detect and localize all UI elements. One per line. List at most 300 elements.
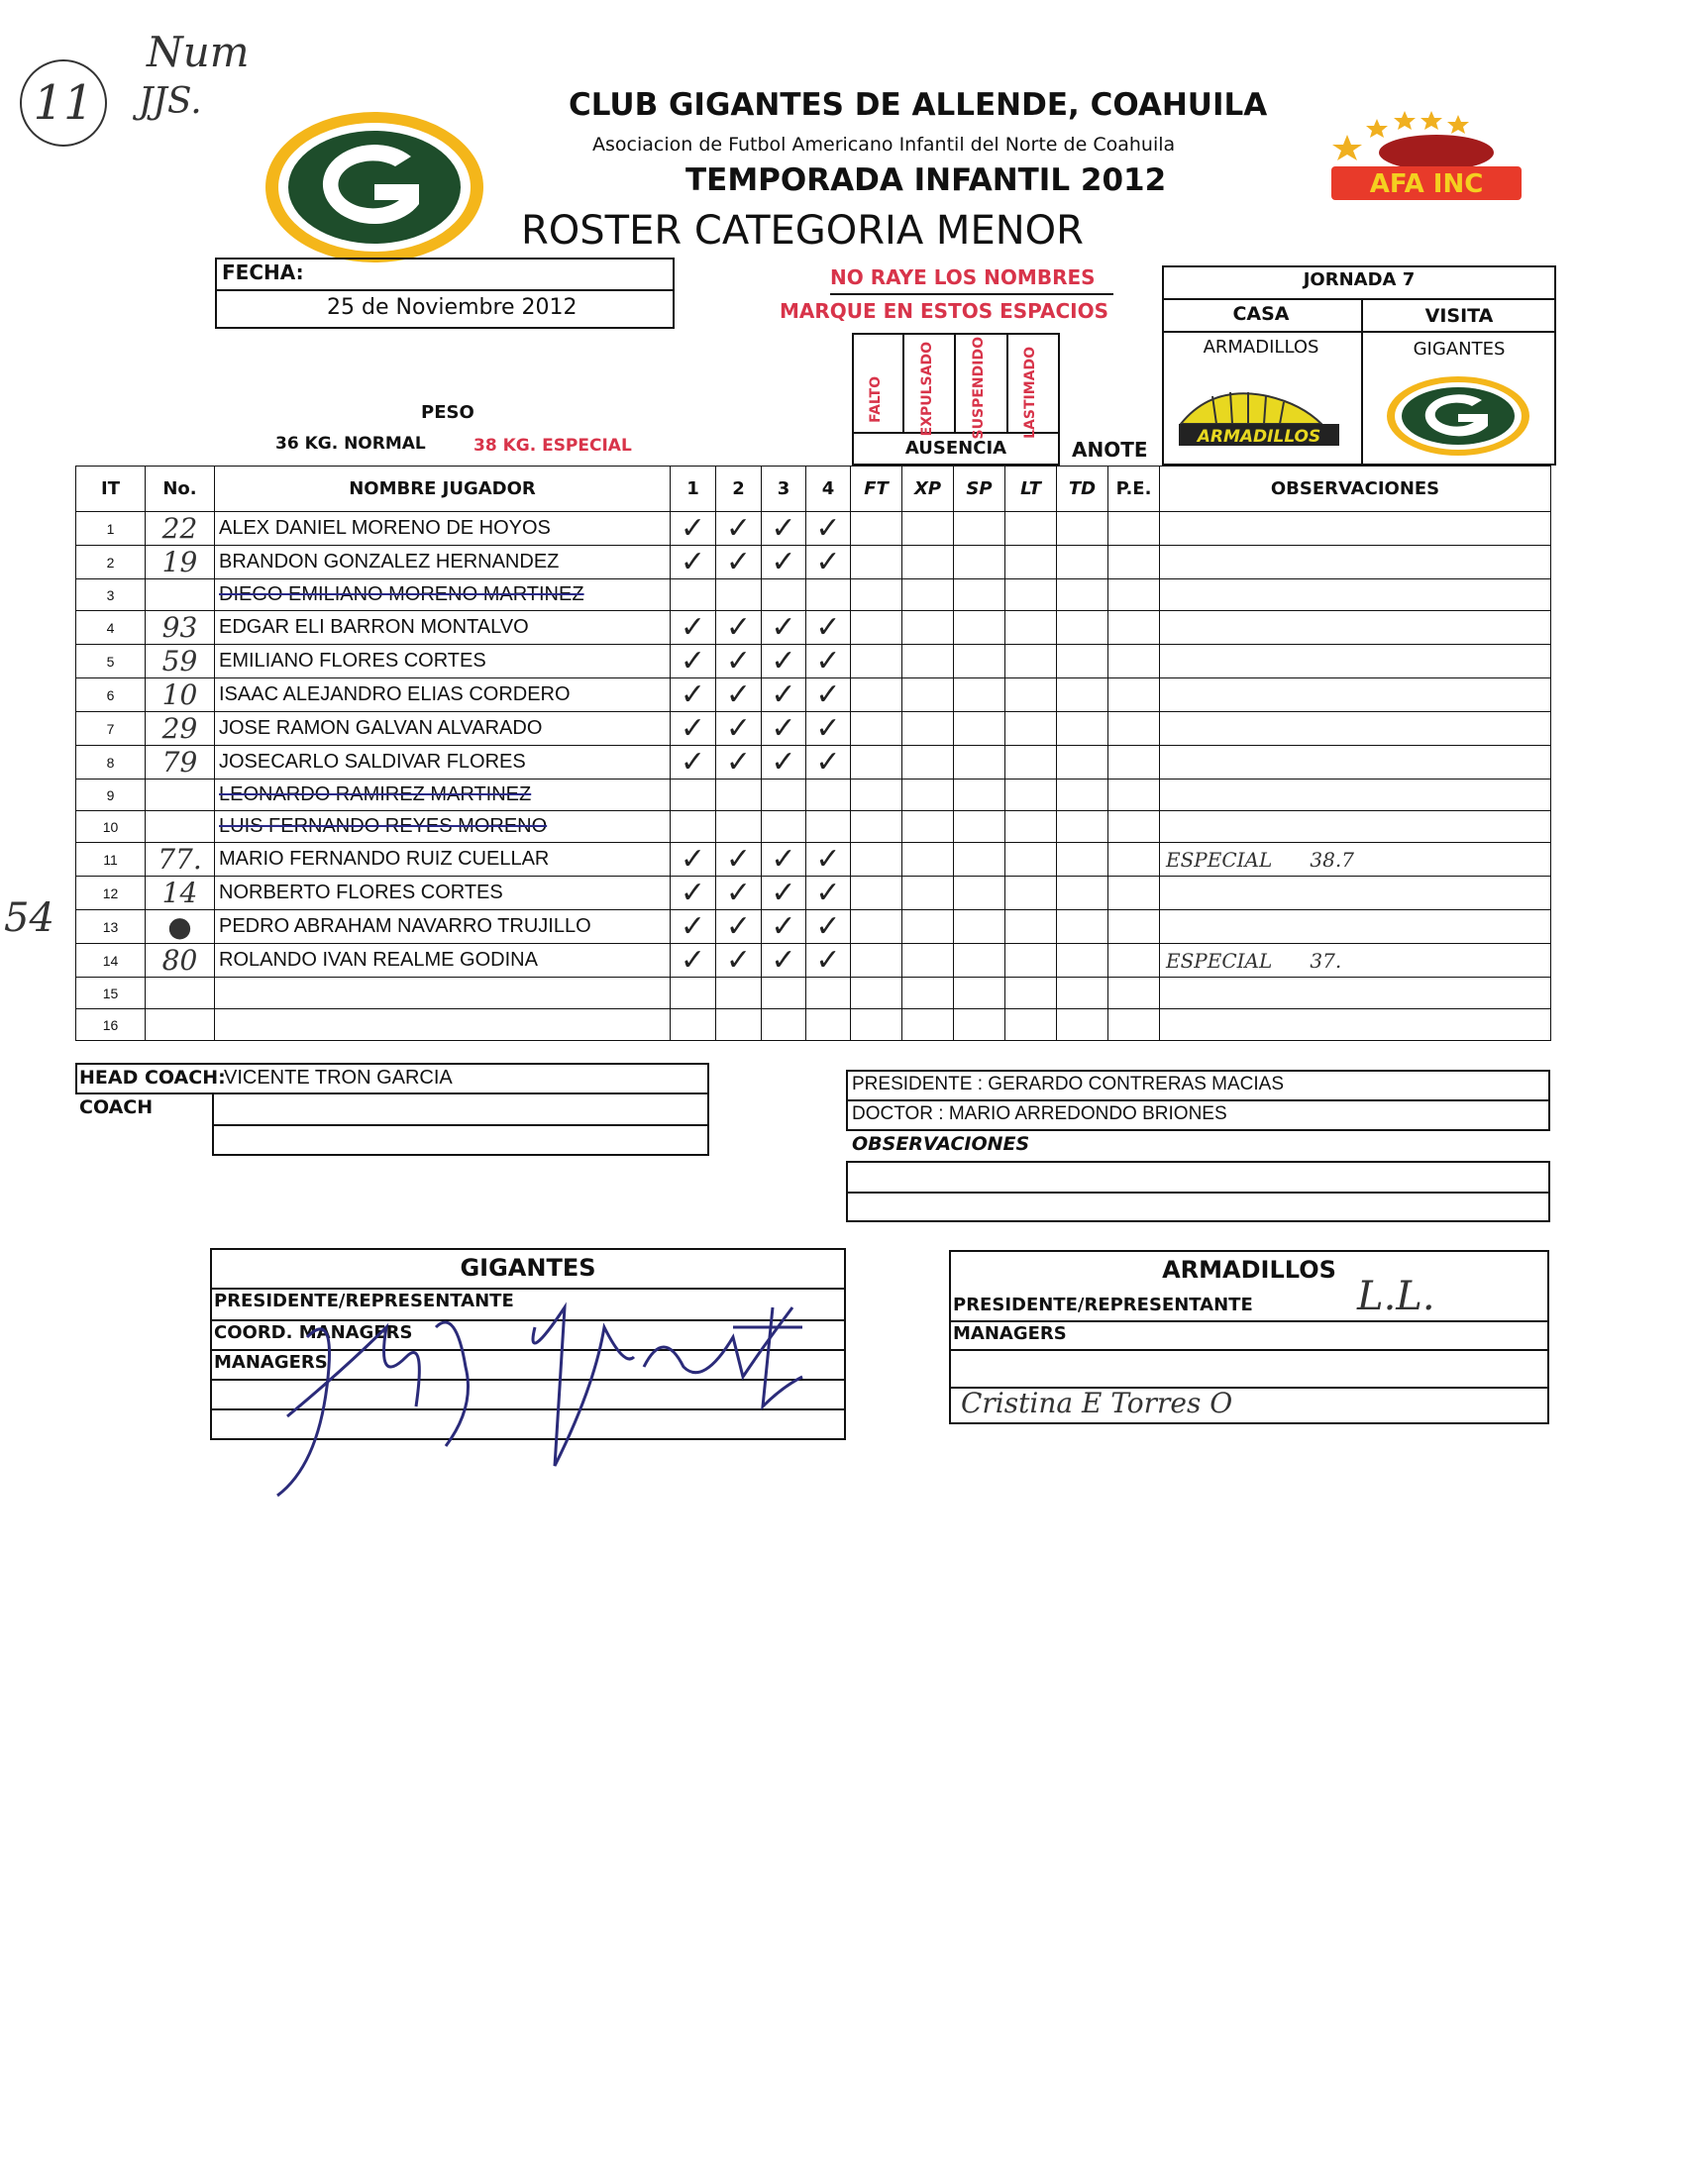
- row-obs[interactable]: [1160, 1009, 1551, 1041]
- row-sp[interactable]: [954, 712, 1005, 746]
- row-check-q3[interactable]: ✓: [762, 944, 806, 978]
- row-td[interactable]: [1057, 843, 1108, 877]
- roster-row: [76, 811, 1551, 843]
- anote-label: ANOTE: [1072, 438, 1148, 462]
- armadillos-pres-label: PRESIDENTE/REPRESENTANTE: [953, 1295, 1253, 1315]
- row-ft[interactable]: [851, 877, 902, 910]
- peso-normal: 36 KG. NORMAL: [275, 434, 426, 454]
- row-name: JOSECARLO SALDIVAR FLORES: [215, 746, 671, 780]
- peso-label: PESO: [421, 402, 474, 423]
- row-pe[interactable]: [1108, 944, 1160, 978]
- row-ft[interactable]: [851, 746, 902, 780]
- row-check-q2[interactable]: ✓: [716, 944, 762, 978]
- expulsado-label: EXPULSADO: [919, 342, 935, 437]
- row-name: PEDRO ABRAHAM NAVARRO TRUJILLO: [215, 910, 671, 944]
- row-number[interactable]: [146, 811, 215, 843]
- row-xp[interactable]: [902, 1009, 954, 1041]
- row-lt[interactable]: [1005, 678, 1057, 712]
- suspendido-label: SUSPENDIDO: [971, 337, 987, 440]
- row-lt[interactable]: [1005, 746, 1057, 780]
- row-check-q1[interactable]: ✓: [671, 712, 716, 746]
- row-obs[interactable]: [1160, 645, 1551, 678]
- row-name: ISAAC ALEJANDRO ELIAS CORDERO: [215, 678, 671, 712]
- row-name: LEONARDO RAMIREZ MARTINEZ: [215, 780, 671, 811]
- season-title: TEMPORADA INFANTIL 2012: [685, 162, 1167, 198]
- row-ft[interactable]: [851, 611, 902, 645]
- row-number[interactable]: [146, 780, 215, 811]
- row-check-q1[interactable]: ✓: [671, 877, 716, 910]
- armadillos-pres-signature: L.L.: [1357, 1274, 1435, 1319]
- row-xp[interactable]: [902, 978, 954, 1009]
- roster-row: [76, 611, 1551, 645]
- row-check-q4[interactable]: [806, 1009, 851, 1041]
- row-td[interactable]: [1057, 611, 1108, 645]
- ausencia-label: AUSENCIA: [904, 438, 1007, 459]
- row-it: 12: [76, 877, 146, 910]
- row-td[interactable]: [1057, 546, 1108, 579]
- visita-label: VISITA: [1424, 305, 1494, 327]
- notice-line2: MARQUE EN ESTOS ESPACIOS: [780, 299, 1108, 323]
- head-coach-label: HEAD COACH:: [79, 1067, 226, 1089]
- row-check-q1[interactable]: ✓: [671, 944, 716, 978]
- row-xp[interactable]: [902, 811, 954, 843]
- row-xp[interactable]: [902, 712, 954, 746]
- row-name: JOSE RAMON GALVAN ALVARADO: [215, 712, 671, 746]
- row-obs[interactable]: [1160, 546, 1551, 579]
- row-sp[interactable]: [954, 512, 1005, 546]
- roster-row: [76, 512, 1551, 546]
- row-number[interactable]: [146, 1009, 215, 1041]
- row-check-q2[interactable]: ✓: [716, 678, 762, 712]
- roster-row: [76, 546, 1551, 579]
- col-no: No.: [146, 467, 215, 512]
- row-name: DIEGO EMILIANO MORENO MARTINEZ: [215, 579, 671, 611]
- row-sp[interactable]: [954, 877, 1005, 910]
- col-sp: SP: [954, 467, 1005, 512]
- peso-especial: 38 KG. ESPECIAL: [473, 436, 632, 456]
- row-it: 3: [76, 579, 146, 611]
- row-number[interactable]: ●: [146, 910, 215, 944]
- row-pe[interactable]: [1108, 746, 1160, 780]
- row-it: 6: [76, 678, 146, 712]
- row-check-q1[interactable]: ✓: [671, 746, 716, 780]
- row-check-q2[interactable]: ✓: [716, 712, 762, 746]
- row-sp[interactable]: [954, 746, 1005, 780]
- row-xp[interactable]: [902, 944, 954, 978]
- row-check-q4[interactable]: ✓: [806, 645, 851, 678]
- row-lt[interactable]: [1005, 780, 1057, 811]
- row-ft[interactable]: [851, 1009, 902, 1041]
- row-lt[interactable]: [1005, 877, 1057, 910]
- row-check-q1[interactable]: ✓: [671, 645, 716, 678]
- row-ft[interactable]: [851, 978, 902, 1009]
- row-check-q4[interactable]: [806, 978, 851, 1009]
- row-td[interactable]: [1057, 1009, 1108, 1041]
- row-pe[interactable]: [1108, 1009, 1160, 1041]
- row-obs[interactable]: ESPECIAL 38.7: [1160, 843, 1551, 877]
- row-check-q1[interactable]: [671, 811, 716, 843]
- notice-line1: NO RAYE LOS NOMBRES: [830, 265, 1096, 289]
- row-sp[interactable]: [954, 579, 1005, 611]
- row-number[interactable]: [146, 579, 215, 611]
- row-sp[interactable]: [954, 910, 1005, 944]
- row-td[interactable]: [1057, 645, 1108, 678]
- gigantes-managers-label: MANAGERS: [214, 1352, 328, 1373]
- club-title: CLUB GIGANTES DE ALLENDE, COAHUILA: [569, 87, 1268, 123]
- row-it: 7: [76, 712, 146, 746]
- row-obs[interactable]: [1160, 512, 1551, 546]
- row-ft[interactable]: [851, 712, 902, 746]
- roster-row: [76, 944, 1551, 978]
- row-obs[interactable]: [1160, 978, 1551, 1009]
- row-it: 15: [76, 978, 146, 1009]
- row-lt[interactable]: [1005, 579, 1057, 611]
- row-check-q4[interactable]: ✓: [806, 746, 851, 780]
- row-check-q2[interactable]: [716, 811, 762, 843]
- row-xp[interactable]: [902, 579, 954, 611]
- row-td[interactable]: [1057, 811, 1108, 843]
- falto-label: FALTO: [868, 376, 884, 423]
- row-check-q4[interactable]: ✓: [806, 877, 851, 910]
- row-number[interactable]: 29: [146, 712, 215, 746]
- row-name: [215, 978, 671, 1009]
- row-check-q3[interactable]: [762, 811, 806, 843]
- row-pe[interactable]: [1108, 546, 1160, 579]
- margin-note: 54: [4, 895, 54, 941]
- row-check-q3[interactable]: ✓: [762, 611, 806, 645]
- row-check-q3[interactable]: ✓: [762, 910, 806, 944]
- row-obs[interactable]: [1160, 910, 1551, 944]
- roster-row: [76, 746, 1551, 780]
- circled-number-text: 11: [33, 75, 94, 131]
- row-xp[interactable]: [902, 746, 954, 780]
- row-ft[interactable]: [851, 645, 902, 678]
- roster-row: [76, 712, 1551, 746]
- roster-table: [75, 466, 1551, 1041]
- row-td[interactable]: [1057, 512, 1108, 546]
- row-lt[interactable]: [1005, 546, 1057, 579]
- row-it: 4: [76, 611, 146, 645]
- row-ft[interactable]: [851, 579, 902, 611]
- row-check-q1[interactable]: [671, 1009, 716, 1041]
- gigantes-coord-label: COORD. MANAGERS: [214, 1322, 413, 1343]
- roster-row: [76, 645, 1551, 678]
- row-lt[interactable]: [1005, 843, 1057, 877]
- row-number[interactable]: 19: [146, 546, 215, 579]
- row-number[interactable]: 59: [146, 645, 215, 678]
- col-it: IT: [76, 467, 146, 512]
- row-obs[interactable]: [1160, 611, 1551, 645]
- row-check-q4[interactable]: ✓: [806, 678, 851, 712]
- row-sp[interactable]: [954, 944, 1005, 978]
- row-check-q1[interactable]: ✓: [671, 611, 716, 645]
- roster-row: [76, 780, 1551, 811]
- row-name: EDGAR ELI BARRON MONTALVO: [215, 611, 671, 645]
- doctor-line: [852, 1103, 1227, 1125]
- roster-row: [76, 877, 1551, 910]
- row-number[interactable]: 80: [146, 944, 215, 978]
- row-check-q1[interactable]: [671, 978, 716, 1009]
- jornada-title: JORNADA 7: [1303, 269, 1416, 290]
- armadillos-managers-signature: Cristina E Torres O: [961, 1387, 1233, 1419]
- row-check-q3[interactable]: [762, 780, 806, 811]
- row-name: MARIO FERNANDO RUIZ CUELLAR: [215, 843, 671, 877]
- row-xp[interactable]: [902, 512, 954, 546]
- row-check-q1[interactable]: ✓: [671, 546, 716, 579]
- row-td[interactable]: [1057, 944, 1108, 978]
- row-name: NORBERTO FLORES CORTES: [215, 877, 671, 910]
- row-ft[interactable]: [851, 780, 902, 811]
- row-td[interactable]: [1057, 978, 1108, 1009]
- row-obs[interactable]: [1160, 780, 1551, 811]
- gigantes-small-logo: [1385, 374, 1531, 458]
- row-number[interactable]: 79: [146, 746, 215, 780]
- gigantes-logo: [263, 109, 486, 265]
- row-check-q3[interactable]: ✓: [762, 678, 806, 712]
- row-check-q3[interactable]: ✓: [762, 712, 806, 746]
- col-lt: LT: [1005, 467, 1057, 512]
- row-lt[interactable]: [1005, 512, 1057, 546]
- gigantes-signature: [267, 1268, 822, 1506]
- doctor-text: DOCTOR : MARIO ARREDONDO BRIONES: [852, 1103, 1227, 1124]
- col-q4: 4: [806, 467, 851, 512]
- row-check-q1[interactable]: ✓: [671, 512, 716, 546]
- row-check-q2[interactable]: ✓: [716, 546, 762, 579]
- col-q3: 3: [762, 467, 806, 512]
- row-it: 9: [76, 780, 146, 811]
- row-lt[interactable]: [1005, 712, 1057, 746]
- roster-title: ROSTER CATEGORIA MENOR: [521, 208, 1084, 254]
- row-xp[interactable]: [902, 843, 954, 877]
- row-check-q3[interactable]: ✓: [762, 645, 806, 678]
- row-name: ROLANDO IVAN REALME GODINA: [215, 944, 671, 978]
- col-xp: XP: [902, 467, 954, 512]
- fecha-value[interactable]: 25 de Noviembre 2012: [327, 295, 578, 320]
- row-number[interactable]: [146, 978, 215, 1009]
- row-check-q4[interactable]: [806, 579, 851, 611]
- row-xp[interactable]: [902, 678, 954, 712]
- row-it: 2: [76, 546, 146, 579]
- row-td[interactable]: [1057, 910, 1108, 944]
- row-sp[interactable]: [954, 843, 1005, 877]
- row-number[interactable]: 14: [146, 877, 215, 910]
- row-pe[interactable]: [1108, 678, 1160, 712]
- row-number[interactable]: 10: [146, 678, 215, 712]
- row-name: BRANDON GONZALEZ HERNANDEZ: [215, 546, 671, 579]
- gigantes-sign-title: GIGANTES: [460, 1254, 596, 1282]
- row-pe[interactable]: [1108, 579, 1160, 611]
- row-check-q4[interactable]: ✓: [806, 944, 851, 978]
- row-sp[interactable]: [954, 780, 1005, 811]
- row-lt[interactable]: [1005, 978, 1057, 1009]
- casa-team: ARMADILLOS: [1203, 337, 1319, 358]
- row-td[interactable]: [1057, 712, 1108, 746]
- row-td[interactable]: [1057, 678, 1108, 712]
- row-check-q2[interactable]: ✓: [716, 611, 762, 645]
- row-number[interactable]: 93: [146, 611, 215, 645]
- association-name: Asociacion de Futbol Americano Infantil del Norte de Coahuila: [592, 134, 1176, 156]
- row-name: ALEX DANIEL MORENO DE HOYOS: [215, 512, 671, 546]
- lastimado-label: LASTIMADO: [1022, 347, 1038, 439]
- row-lt[interactable]: [1005, 944, 1057, 978]
- row-xp[interactable]: [902, 546, 954, 579]
- armadillos-logo: [1173, 380, 1345, 452]
- col-td: TD: [1057, 467, 1108, 512]
- row-sp[interactable]: [954, 1009, 1005, 1041]
- row-pe[interactable]: [1108, 645, 1160, 678]
- row-ft[interactable]: [851, 512, 902, 546]
- row-check-q2[interactable]: [716, 1009, 762, 1041]
- row-xp[interactable]: [902, 645, 954, 678]
- head-coach-value[interactable]: VICENTE TRON GARCIA: [224, 1067, 453, 1089]
- row-td[interactable]: [1057, 780, 1108, 811]
- row-obs[interactable]: [1160, 579, 1551, 611]
- row-pe[interactable]: [1108, 512, 1160, 546]
- casa-label: CASA: [1232, 303, 1290, 325]
- row-check-q3[interactable]: [762, 579, 806, 611]
- row-check-q3[interactable]: ✓: [762, 877, 806, 910]
- row-check-q2[interactable]: ✓: [716, 843, 762, 877]
- row-check-q1[interactable]: ✓: [671, 678, 716, 712]
- row-sp[interactable]: [954, 811, 1005, 843]
- visita-team: GIGANTES: [1413, 339, 1506, 360]
- handwritten-note-2: JJS.: [139, 81, 202, 122]
- row-check-q2[interactable]: ✓: [716, 645, 762, 678]
- row-check-q3[interactable]: ✓: [762, 746, 806, 780]
- row-check-q3[interactable]: ✓: [762, 512, 806, 546]
- col-q1: 1: [671, 467, 716, 512]
- row-sp[interactable]: [954, 546, 1005, 579]
- row-name: LUIS FERNANDO REYES MORENO: [215, 811, 671, 843]
- officials-obs-label: OBSERVACIONES: [852, 1133, 1030, 1155]
- row-number[interactable]: 22: [146, 512, 215, 546]
- row-check-q2[interactable]: ✓: [716, 746, 762, 780]
- row-obs[interactable]: [1160, 811, 1551, 843]
- row-check-q1[interactable]: [671, 579, 716, 611]
- row-xp[interactable]: [902, 877, 954, 910]
- row-obs[interactable]: [1160, 678, 1551, 712]
- row-obs[interactable]: ESPECIAL 37.: [1160, 944, 1551, 978]
- row-pe[interactable]: [1108, 811, 1160, 843]
- presidente-text: PRESIDENTE : GERARDO CONTRERAS MACIAS: [852, 1074, 1285, 1094]
- col-q2: 2: [716, 467, 762, 512]
- row-obs[interactable]: [1160, 877, 1551, 910]
- roster-row: [76, 579, 1551, 611]
- row-xp[interactable]: [902, 780, 954, 811]
- row-check-q4[interactable]: ✓: [806, 512, 851, 546]
- row-check-q3[interactable]: ✓: [762, 546, 806, 579]
- row-check-q3[interactable]: [762, 1009, 806, 1041]
- roster-row: [76, 910, 1551, 944]
- row-check-q2[interactable]: [716, 579, 762, 611]
- row-pe[interactable]: [1108, 611, 1160, 645]
- col-ft: FT: [851, 467, 902, 512]
- row-check-q2[interactable]: [716, 780, 762, 811]
- row-check-q4[interactable]: [806, 811, 851, 843]
- row-obs[interactable]: [1160, 746, 1551, 780]
- row-it: 14: [76, 944, 146, 978]
- row-lt[interactable]: [1005, 910, 1057, 944]
- row-check-q3[interactable]: [762, 978, 806, 1009]
- row-xp[interactable]: [902, 910, 954, 944]
- row-check-q1[interactable]: [671, 780, 716, 811]
- circled-number: [20, 59, 107, 147]
- row-lt[interactable]: [1005, 1009, 1057, 1041]
- row-it: 13: [76, 910, 146, 944]
- row-td[interactable]: [1057, 579, 1108, 611]
- row-lt[interactable]: [1005, 611, 1057, 645]
- row-check-q4[interactable]: ✓: [806, 546, 851, 579]
- row-it: 8: [76, 746, 146, 780]
- row-check-q1[interactable]: ✓: [671, 843, 716, 877]
- row-td[interactable]: [1057, 877, 1108, 910]
- row-pe[interactable]: [1108, 780, 1160, 811]
- row-ft[interactable]: [851, 546, 902, 579]
- roster-row: [76, 678, 1551, 712]
- armadillos-logo-text: ARMADILLOS: [1197, 427, 1321, 447]
- row-check-q2[interactable]: ✓: [716, 512, 762, 546]
- row-lt[interactable]: [1005, 811, 1057, 843]
- afa-logo: [1327, 105, 1525, 214]
- row-check-q3[interactable]: ✓: [762, 843, 806, 877]
- roster-row: [76, 978, 1551, 1009]
- row-it: 5: [76, 645, 146, 678]
- row-pe[interactable]: [1108, 978, 1160, 1009]
- afa-logo-text: AFA INC: [1369, 169, 1484, 199]
- col-obs: OBSERVACIONES: [1160, 467, 1551, 512]
- row-sp[interactable]: [954, 645, 1005, 678]
- row-sp[interactable]: [954, 611, 1005, 645]
- row-pe[interactable]: [1108, 712, 1160, 746]
- row-check-q4[interactable]: ✓: [806, 611, 851, 645]
- row-check-q2[interactable]: ✓: [716, 877, 762, 910]
- row-check-q4[interactable]: [806, 780, 851, 811]
- row-pe[interactable]: [1108, 877, 1160, 910]
- gigantes-pres-label: PRESIDENTE/REPRESENTANTE: [214, 1291, 514, 1311]
- row-number[interactable]: 77.: [146, 843, 215, 877]
- col-name: NOMBRE JUGADOR: [215, 467, 671, 512]
- row-ft[interactable]: [851, 910, 902, 944]
- row-sp[interactable]: [954, 678, 1005, 712]
- row-check-q4[interactable]: ✓: [806, 843, 851, 877]
- row-ft[interactable]: [851, 678, 902, 712]
- armadillos-sign-title: ARMADILLOS: [1162, 1256, 1336, 1284]
- presidente-line: [852, 1074, 1284, 1095]
- row-check-q1[interactable]: ✓: [671, 910, 716, 944]
- coach-label: COACH: [79, 1096, 154, 1118]
- handwritten-note-1: Num: [147, 28, 250, 76]
- row-name: [215, 1009, 671, 1041]
- row-it: 10: [76, 811, 146, 843]
- row-pe[interactable]: [1108, 843, 1160, 877]
- row-ft[interactable]: [851, 944, 902, 978]
- row-check-q4[interactable]: ✓: [806, 910, 851, 944]
- row-ft[interactable]: [851, 843, 902, 877]
- row-ft[interactable]: [851, 811, 902, 843]
- row-lt[interactable]: [1005, 645, 1057, 678]
- row-it: 11: [76, 843, 146, 877]
- row-it: 16: [76, 1009, 146, 1041]
- row-check-q4[interactable]: ✓: [806, 712, 851, 746]
- row-xp[interactable]: [902, 611, 954, 645]
- roster-row: [76, 843, 1551, 877]
- row-sp[interactable]: [954, 978, 1005, 1009]
- row-td[interactable]: [1057, 746, 1108, 780]
- row-check-q2[interactable]: ✓: [716, 910, 762, 944]
- row-obs[interactable]: [1160, 712, 1551, 746]
- row-pe[interactable]: [1108, 910, 1160, 944]
- row-check-q2[interactable]: [716, 978, 762, 1009]
